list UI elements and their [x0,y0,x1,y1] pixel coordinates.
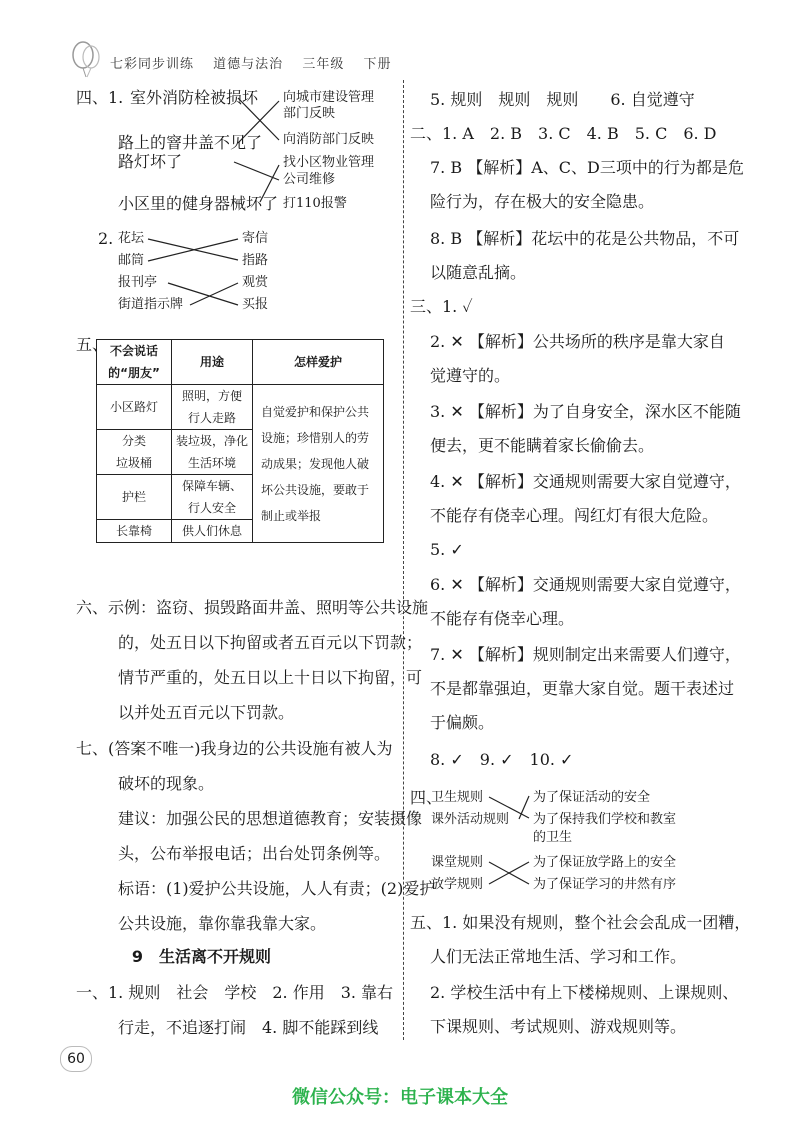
running-header [110,53,405,72]
right-line-16: 不能存有侥幸心理。 [430,609,575,628]
s1-line-2: 行走，不追逐打闹 4. 脚不能踩到线 [118,1018,379,1037]
page-number: 60 [60,1046,92,1072]
right-line-6: 以随意乱摘。 [430,263,527,282]
term-name: 下册 [363,57,392,72]
s7-line-2: 破坏的现象。 [118,774,215,793]
match3-left-3: 课堂规则 [431,855,484,870]
s5-label: 五、 [76,335,109,354]
public-facilities-table [96,339,384,543]
s7-line-6: 公共设施，靠你靠我靠大家。 [118,914,327,933]
right-line-20: 8. ✓ 9. ✓ 10. ✓ [430,750,574,769]
right-line-24: 下课规则、考试规则、游戏规则等。 [430,1017,687,1036]
right-line-9: 觉遵守的。 [430,366,511,385]
right-line-8: 2. ✕ 【解析】公共场所的秩序是靠大家自 [430,332,725,351]
match2-right-1: 寄信 [242,231,269,246]
match1-left-1: 室外消防栓被损坏 [130,88,259,107]
table-header-care: 怎样爱护 [253,340,384,385]
match1-left-3: 路灯坏了 [118,152,183,171]
match3-right-4: 为了保证学习的井然有序 [533,877,677,892]
table-header-friend: 不会说话 的“朋友” [97,340,172,385]
match1-right-3a: 找小区物业管理 [283,155,375,170]
right-line-23: 2. 学校生活中有上下楼梯规则、上课规则、 [430,983,739,1002]
right-line-1: 5. 规则 规则 规则 6. 自觉遵守 [430,90,695,109]
right-line-19: 于偏颇。 [430,713,495,732]
table-row-2-use: 装垃圾，净化 生活环境 [172,430,253,475]
s4-2-label: 2. [98,229,114,248]
match3-right-1: 为了保证活动的安全 [533,790,651,805]
grade-name: 三年级 [302,57,345,72]
right-line-4: 险行为，存在极大的安全隐患。 [430,192,655,211]
table-row-1-use: 照明，方便 行人走路 [172,385,253,430]
table-row-3-use: 保障车辆、 行人安全 [172,475,253,520]
s4-label: 四、1. [76,88,124,107]
match1-right-1a: 向城市建设管理 [283,90,375,105]
match3-right-2a: 为了保持我们学校和教室 [533,812,677,827]
right-line-17: 7. ✕ 【解析】规则制定出来需要人们遵守， [430,645,741,664]
right-line-21: 五、1. 如果没有规则，整个社会会乱成一团糟， [410,913,751,932]
table-header-use: 用途 [172,340,253,385]
match1-right-4: 打110报警 [283,196,347,211]
right-line-12: 4. ✕ 【解析】交通规则需要大家自觉遵守， [430,472,741,491]
s6-line-1: 六、示例：盗窃、损毁路面井盖、照明等公共设施 [76,598,429,617]
footer-watermark: 微信公众号：电子课本大全 [292,1087,508,1108]
table-care-cell: 自觉爱护和保护公共 设施；珍惜别人的劳 动成果；发现他人破 坏公共设施，要敢于 制止或举报 [253,385,384,543]
right-line-11: 便去，更不能瞒着家长偷偷去。 [430,436,655,455]
s6-line-4: 以并处五百元以下罚款。 [118,703,295,722]
subject-name: 道德与法治 [213,57,284,72]
right-line-14: 5. ✓ [430,540,464,559]
match2-right-3: 观赏 [242,275,269,290]
s7-line-4: 头，公布举报电话；出台处罚条例等。 [118,844,391,863]
table-row-3-name: 护栏 [97,475,172,520]
match3-left-1: 卫生规则 [431,790,484,805]
right-line-10: 3. ✕ 【解析】为了自身安全，深水区不能随 [430,402,741,421]
right-line-3: 7. B 【解析】A、C、D三项中的行为都是危 [430,158,744,177]
lesson-title: 9 生活离不开规则 [131,947,272,966]
match2-right-2: 指路 [242,253,269,268]
match2-left-2: 邮筒 [118,253,145,268]
match1-right-3b: 公司维修 [283,172,336,187]
table-row-4-name: 长靠椅 [97,520,172,543]
match3-left-4: 放学规则 [431,877,484,892]
match1-left-4: 小区里的健身器械坏了 [118,194,279,213]
match2-left-1: 花坛 [118,231,145,246]
right-s4-label: 四、 [410,788,443,807]
table-row-4-use: 供人们休息 [172,520,253,543]
balloon-logo-icon [68,40,106,78]
table-row-2-name: 分类 垃圾桶 [97,430,172,475]
s1-line-1: 一、1. 规则 社会 学校 2. 作用 3. 靠右 [76,983,394,1002]
right-line-7: 三、1. ✓ [410,297,473,316]
right-line-5: 8. B 【解析】花坛中的花是公共物品，不可 [430,229,740,248]
table-row-1-name: 小区路灯 [97,385,172,430]
match3-left-2: 课外活动规则 [431,812,510,827]
s7-line-5: 标语：(1)爱护公共设施，人人有责；(2)爱护 [118,879,436,898]
match3-right-3: 为了保证放学路上的安全 [533,855,677,870]
s7-line-3: 建议：加强公民的思想道德教育；安装摄像 [118,809,423,828]
s7-line-1: 七、(答案不唯一)我身边的公共设施有被人为 [76,739,393,758]
match1-right-1b: 部门反映 [283,106,336,121]
s6-line-3: 情节严重的，处五日以上十日以下拘留，可 [118,668,423,687]
match2-left-3: 报刊亭 [118,275,158,290]
series-name: 七彩同步训练 [110,57,195,72]
right-line-15: 6. ✕ 【解析】交通规则需要大家自觉遵守， [430,575,741,594]
right-line-2: 二、1. A 2. B 3. C 4. B 5. C 6. D [410,124,717,143]
right-line-18: 不是都靠强迫，更靠大家自觉。题干表述过 [430,679,735,698]
match2-left-4: 街道指示牌 [118,297,184,312]
match2-right-4: 买报 [242,297,269,312]
right-line-13: 不能存有侥幸心理。闯红灯有很大危险。 [430,506,719,525]
match1-left-2: 路上的窨井盖不见了 [118,133,263,152]
right-line-22: 人们无法正常地生活、学习和工作。 [430,947,687,966]
s6-line-2: 的，处五日以下拘留或者五百元以下罚款； [118,633,423,652]
match1-right-2: 向消防部门反映 [283,132,375,147]
match3-right-2b: 的卫生 [533,830,573,845]
